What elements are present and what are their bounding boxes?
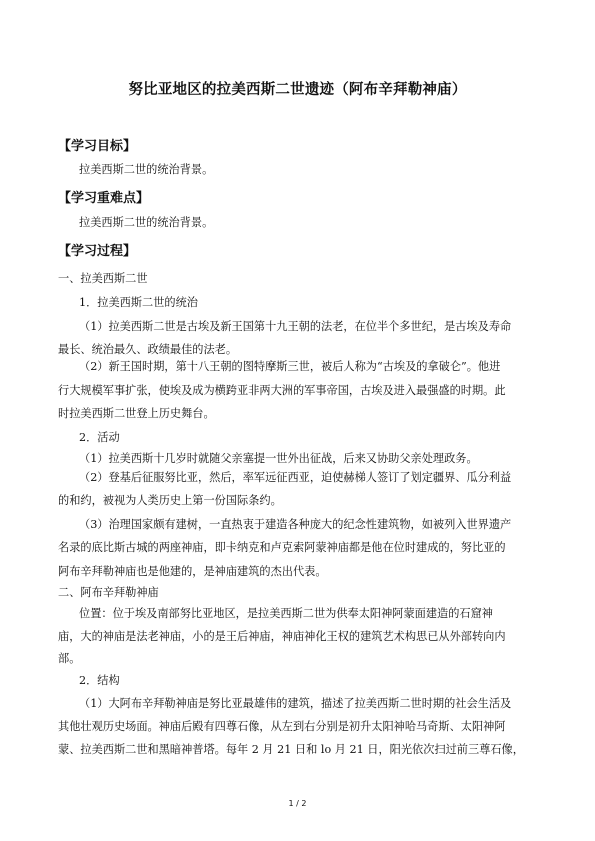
page-number: 1 / 2 (288, 799, 307, 808)
subsection-heading: 1．拉美西斯二世的统治 (79, 296, 198, 309)
paragraph-line: 位置：位于埃及南部努比亚地区，是拉美西斯二世为供奉太阳神阿蒙面建造的石窟神 (79, 607, 493, 620)
key-points-text: 拉美西斯二世的统治背景。 (79, 216, 214, 229)
paragraph-line: （1）拉美西斯二世是古埃及新王国第十九王朝的法老，在位半个多世纪，是古埃及寿命 (79, 320, 512, 333)
paragraph-line: 的和约，被视为人类历史上第一份国际条约。 (58, 494, 282, 507)
paragraph-line: 行大规模军事扩张，使埃及成为横跨亚非两大洲的军事帝国，古埃及进入最强盛的时期。此 (58, 384, 506, 397)
paragraph-line: 最长、统治最久、政绩最佳的法老。 (58, 343, 238, 356)
paragraph-line: 时拉美西斯二世登上历史舞台。 (58, 407, 215, 420)
paragraph-line: 其他壮观历史场面。神庙后殿有四尊石像，从左到右分别是初升太阳神哈马奇斯、太阳神阿 (58, 720, 506, 733)
paragraph-line: （2）登基后征服努比亚，然后，率军远征西亚，迫使赫梯人签订了划定疆界、瓜分利益 (79, 471, 512, 484)
paragraph-line: 名录的底比斯古城的两座神庙，即卡纳克和卢克索阿蒙神庙都是他在位时建成的，努比亚的 (58, 541, 506, 554)
paragraph-line: （1）拉美西斯十几岁时就随父亲塞提一世外出征战，后来又协助父亲处理政务。 (79, 452, 478, 465)
learning-process-heading: 【学习过程】 (58, 244, 137, 259)
subsection-heading: 2．活动 (79, 431, 120, 444)
section-heading: 一、拉美西斯二世 (58, 272, 148, 285)
learning-goal-text: 拉美西斯二世的统治背景。 (79, 163, 214, 176)
paragraph-line: （2）新王国时期，第十八王朝的图特摩斯三世，被后人称为“古埃及的拿破仑”。他进 (79, 360, 501, 373)
paragraph-line: 庙，大的神庙是法老神庙，小的是王后神庙，神庙神化王权的建筑艺术构思已从外部转向内 (58, 630, 506, 643)
section-heading: 二、阿布辛拜勒神庙 (58, 586, 159, 599)
paragraph-line: （3）治理国家颇有建树，一直热衷于建造各种庞大的纪念性建筑物，如被列入世界遗产 (79, 518, 512, 531)
paragraph-line: 部。 (58, 652, 81, 665)
key-points-heading: 【学习重难点】 (58, 191, 150, 206)
paragraph-line: （1）大阿布辛拜勒神庙是努比亚最雄伟的建筑，描述了拉美西斯二世时期的社会生活及 (79, 697, 512, 710)
paragraph-line: 阿布辛拜勒神庙也是他建的，是神庙建筑的杰出代表。 (58, 565, 327, 578)
subsection-heading: 2．结构 (79, 674, 120, 687)
page-title: 努比亚地区的拉美西斯二世遗迹（阿布辛拜勒神庙） (128, 82, 467, 98)
paragraph-line: 蒙、拉美西斯二世和黑暗神普塔。每年 2 月 21 日和 lo 月 21 日，阳光依次扫过前三尊石像， (58, 743, 524, 756)
learning-goal-heading: 【学习目标】 (58, 139, 137, 154)
